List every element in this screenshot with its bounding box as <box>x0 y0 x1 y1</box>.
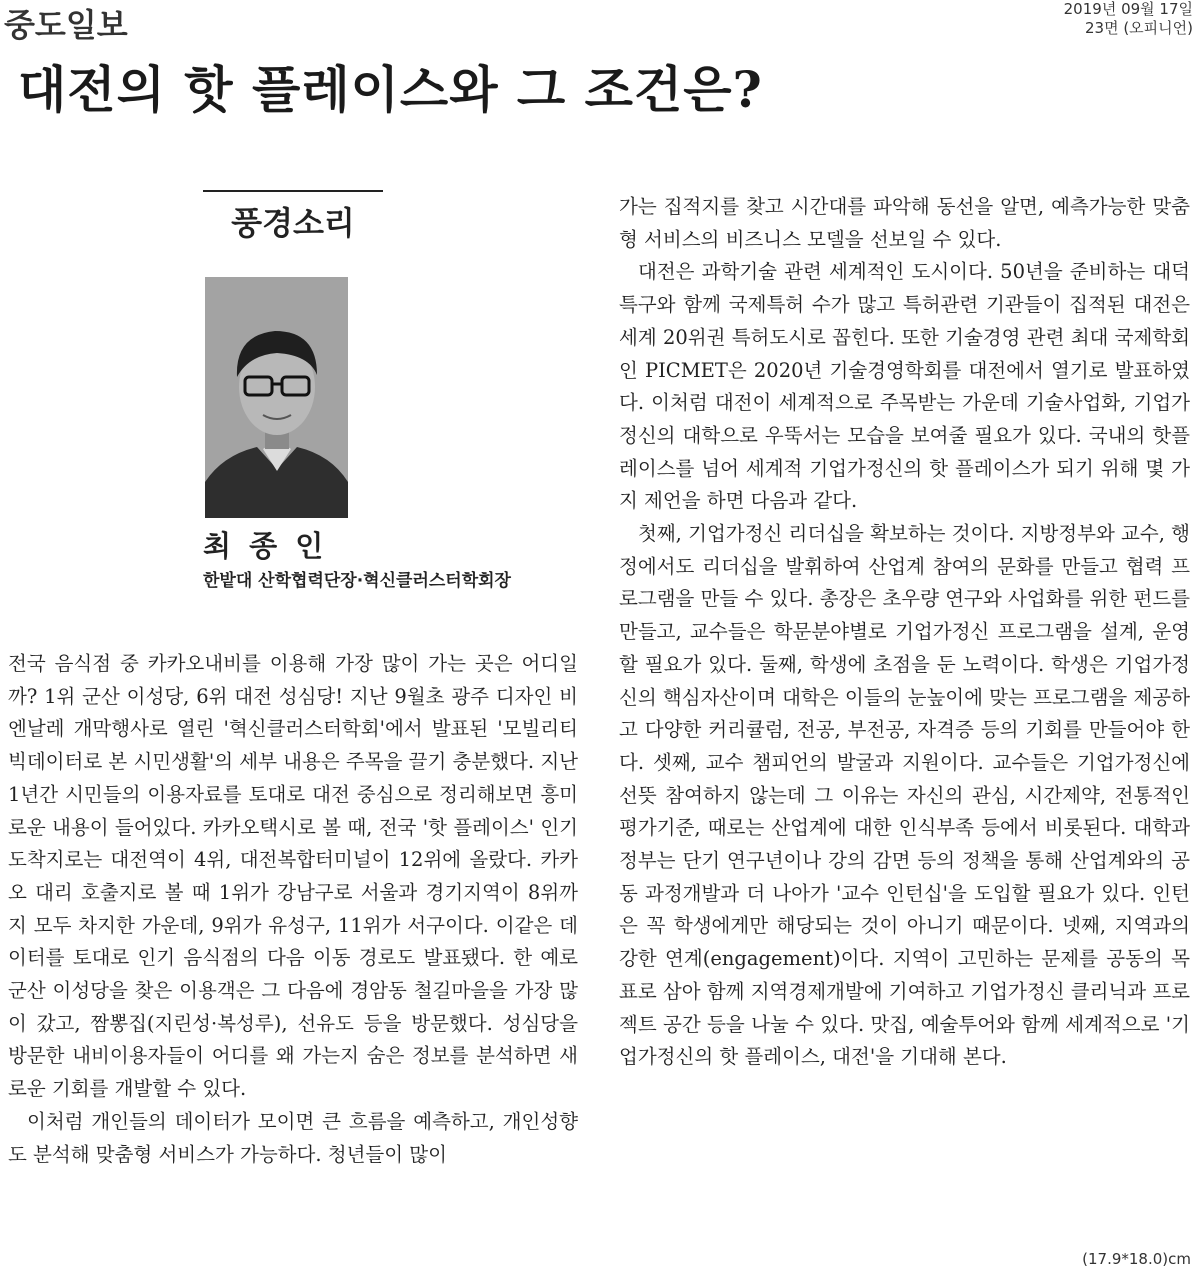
author-portrait-illustration <box>205 277 348 518</box>
publication-meta <box>1064 0 1193 38</box>
article-size-note: (17.9*18.0)cm <box>1082 1250 1191 1268</box>
body-column-2 <box>619 191 1190 1074</box>
author-name: 최 종 인 <box>203 529 328 563</box>
newspaper-name: 중도일보 <box>4 6 128 44</box>
paragraph: 전국 음식점 중 카카오내비를 이용해 가장 많이 가는 곳은 어디일까? 1위 군산 이성당, 6위 대전 성심당! 지난 9월초 광주 디자인 비엔날레 개막행사로 열린 '혁신클러스터학회'에서 발표된 '모빌리티 빅데이터로 본 시민생활'의 세부 내용은 주목을 끌기 충분했다. 지난 1년간 시민들의 이용자료를 토대로 대전 중심으로 정리해보면 흥미로운 내용이 들어있다. 카카오택시로 볼 때, 전국 '핫 플레이스' 인기도착지로는 대전역이 4위, 대전복합터미널이 12위에 올랐다. 카카오 대리 호출지로 볼 때 1위가 강남구로 서울과 경기지역이 8위까지 모두 차지한 가운데, 9위가 유성구, 11위가 서구이다. 이같은 데이터를 토대로 인기 음식점의 다음 이동 경로도 발표됐다. 한 예로 군산 이성당을 찾은 이용객은 그 다음에 경암동 철길마을을 가장 많이 갔고, 짬뽕집(지린성·복성루), 선유도 등을 방문했다. 성심당을 방문한 내비이용자들이 어디를 왜 가는지 숨은 정보를 분석하면 새로운 기회를 개발할 수 있다. <box>8 652 578 1101</box>
paragraph: 가는 집적지를 찾고 시간대를 파악해 동선을 알면, 예측가능한 맞춤형 서비스의 비즈니스 모델을 선보일 수 있다. <box>619 195 1190 251</box>
section-rule <box>203 190 383 192</box>
paragraph: 이처럼 개인들의 데이터가 모이면 큰 흐름을 예측하고, 개인성향도 분석해 맞춤형 서비스가 가능하다. 청년들이 많이 <box>8 1109 578 1166</box>
paragraph: 첫째, 기업가정신 리더십을 확보하는 것이다. 지방정부와 교수, 행정에서도 리더십을 발휘하여 산업계 참여의 문화를 만들고 협력 프로그램을 만들 수 있다. 총장은 초우량 연구와 사업화를 위한 펀드를 만들고, 교수들은 학문분야별로 기업가정신 프로그램을 설계, 운영할 필요가 있다. 둘째, 학생에 초점을 둔 노력이다. 학생은 기업가정신의 핵심자산이며 대학은 이들의 눈높이에 맞는 프로그램을 제공하고 다양한 커리큘럼, 전공, 부전공, 자격증 등의 기회를 만들어야 한다. 셋째, 교수 챔피언의 발굴과 지원이다. 교수들은 기업가정신에 선뜻 참여하지 않는데 그 이유는 자신의 관심, 시간제약, 전통적인 평가기준, 때로는 산업계에 대한 인식부족 등에서 비롯된다. 대학과 정부는 단기 연구년이나 강의 감면 등의 정책을 통해 산업계와의 공동 과정개발과 더 나아가 '교수 인턴십'을 도입할 필요가 있다. 인턴은 꼭 학생에게만 해당되는 것이 아니기 때문이다. 넷째, 지역과의 강한 연계(engagement)이다. 지역이 고민하는 문제를 공동의 목표로 삼아 함께 지역경제개발에 기여하고 기업가정신 클리닉과 프로젝트 공간 등을 나눌 수 있다. 맛집, 예술투어와 함께 세계적으로 '기업가정신의 핫 플레이스, 대전'을 기대해 본다. <box>619 522 1190 1069</box>
body-column-1 <box>8 648 578 1171</box>
publication-date: 2019년 09월 17일 <box>1063 0 1193 18</box>
publication-page: 23면 (오피니언) <box>1084 19 1193 37</box>
author-affiliation: 한밭대 산학협력단장·혁신클러스터학회장 <box>203 571 511 591</box>
author-photo <box>205 277 348 518</box>
headline: 대전의 핫 플레이스와 그 조건은? <box>18 60 763 119</box>
section-title: 풍경소리 <box>231 204 355 242</box>
paragraph: 대전은 과학기술 관련 세계적인 도시이다. 50년을 준비하는 대덕특구와 함께 국제특허 수가 많고 특허관련 기관들이 집적된 대전은 세계 20위권 특허도시로 꼽힌다. 또한 기술경영 관련 최대 국제학회인 PICMET은 2020년 기술경영학회를 대전에서 열기로 발표하였다. 이처럼 대전이 세계적으로 주목받는 가운데 기술사업화, 기업가정신의 대학으로 우뚝서는 모습을 보여줄 필요가 있다. 국내의 핫플레이스를 넘어 세계적 기업가정신의 핫 플레이스가 되기 위해 몇 가지 제언을 하면 다음과 같다. <box>619 260 1190 513</box>
